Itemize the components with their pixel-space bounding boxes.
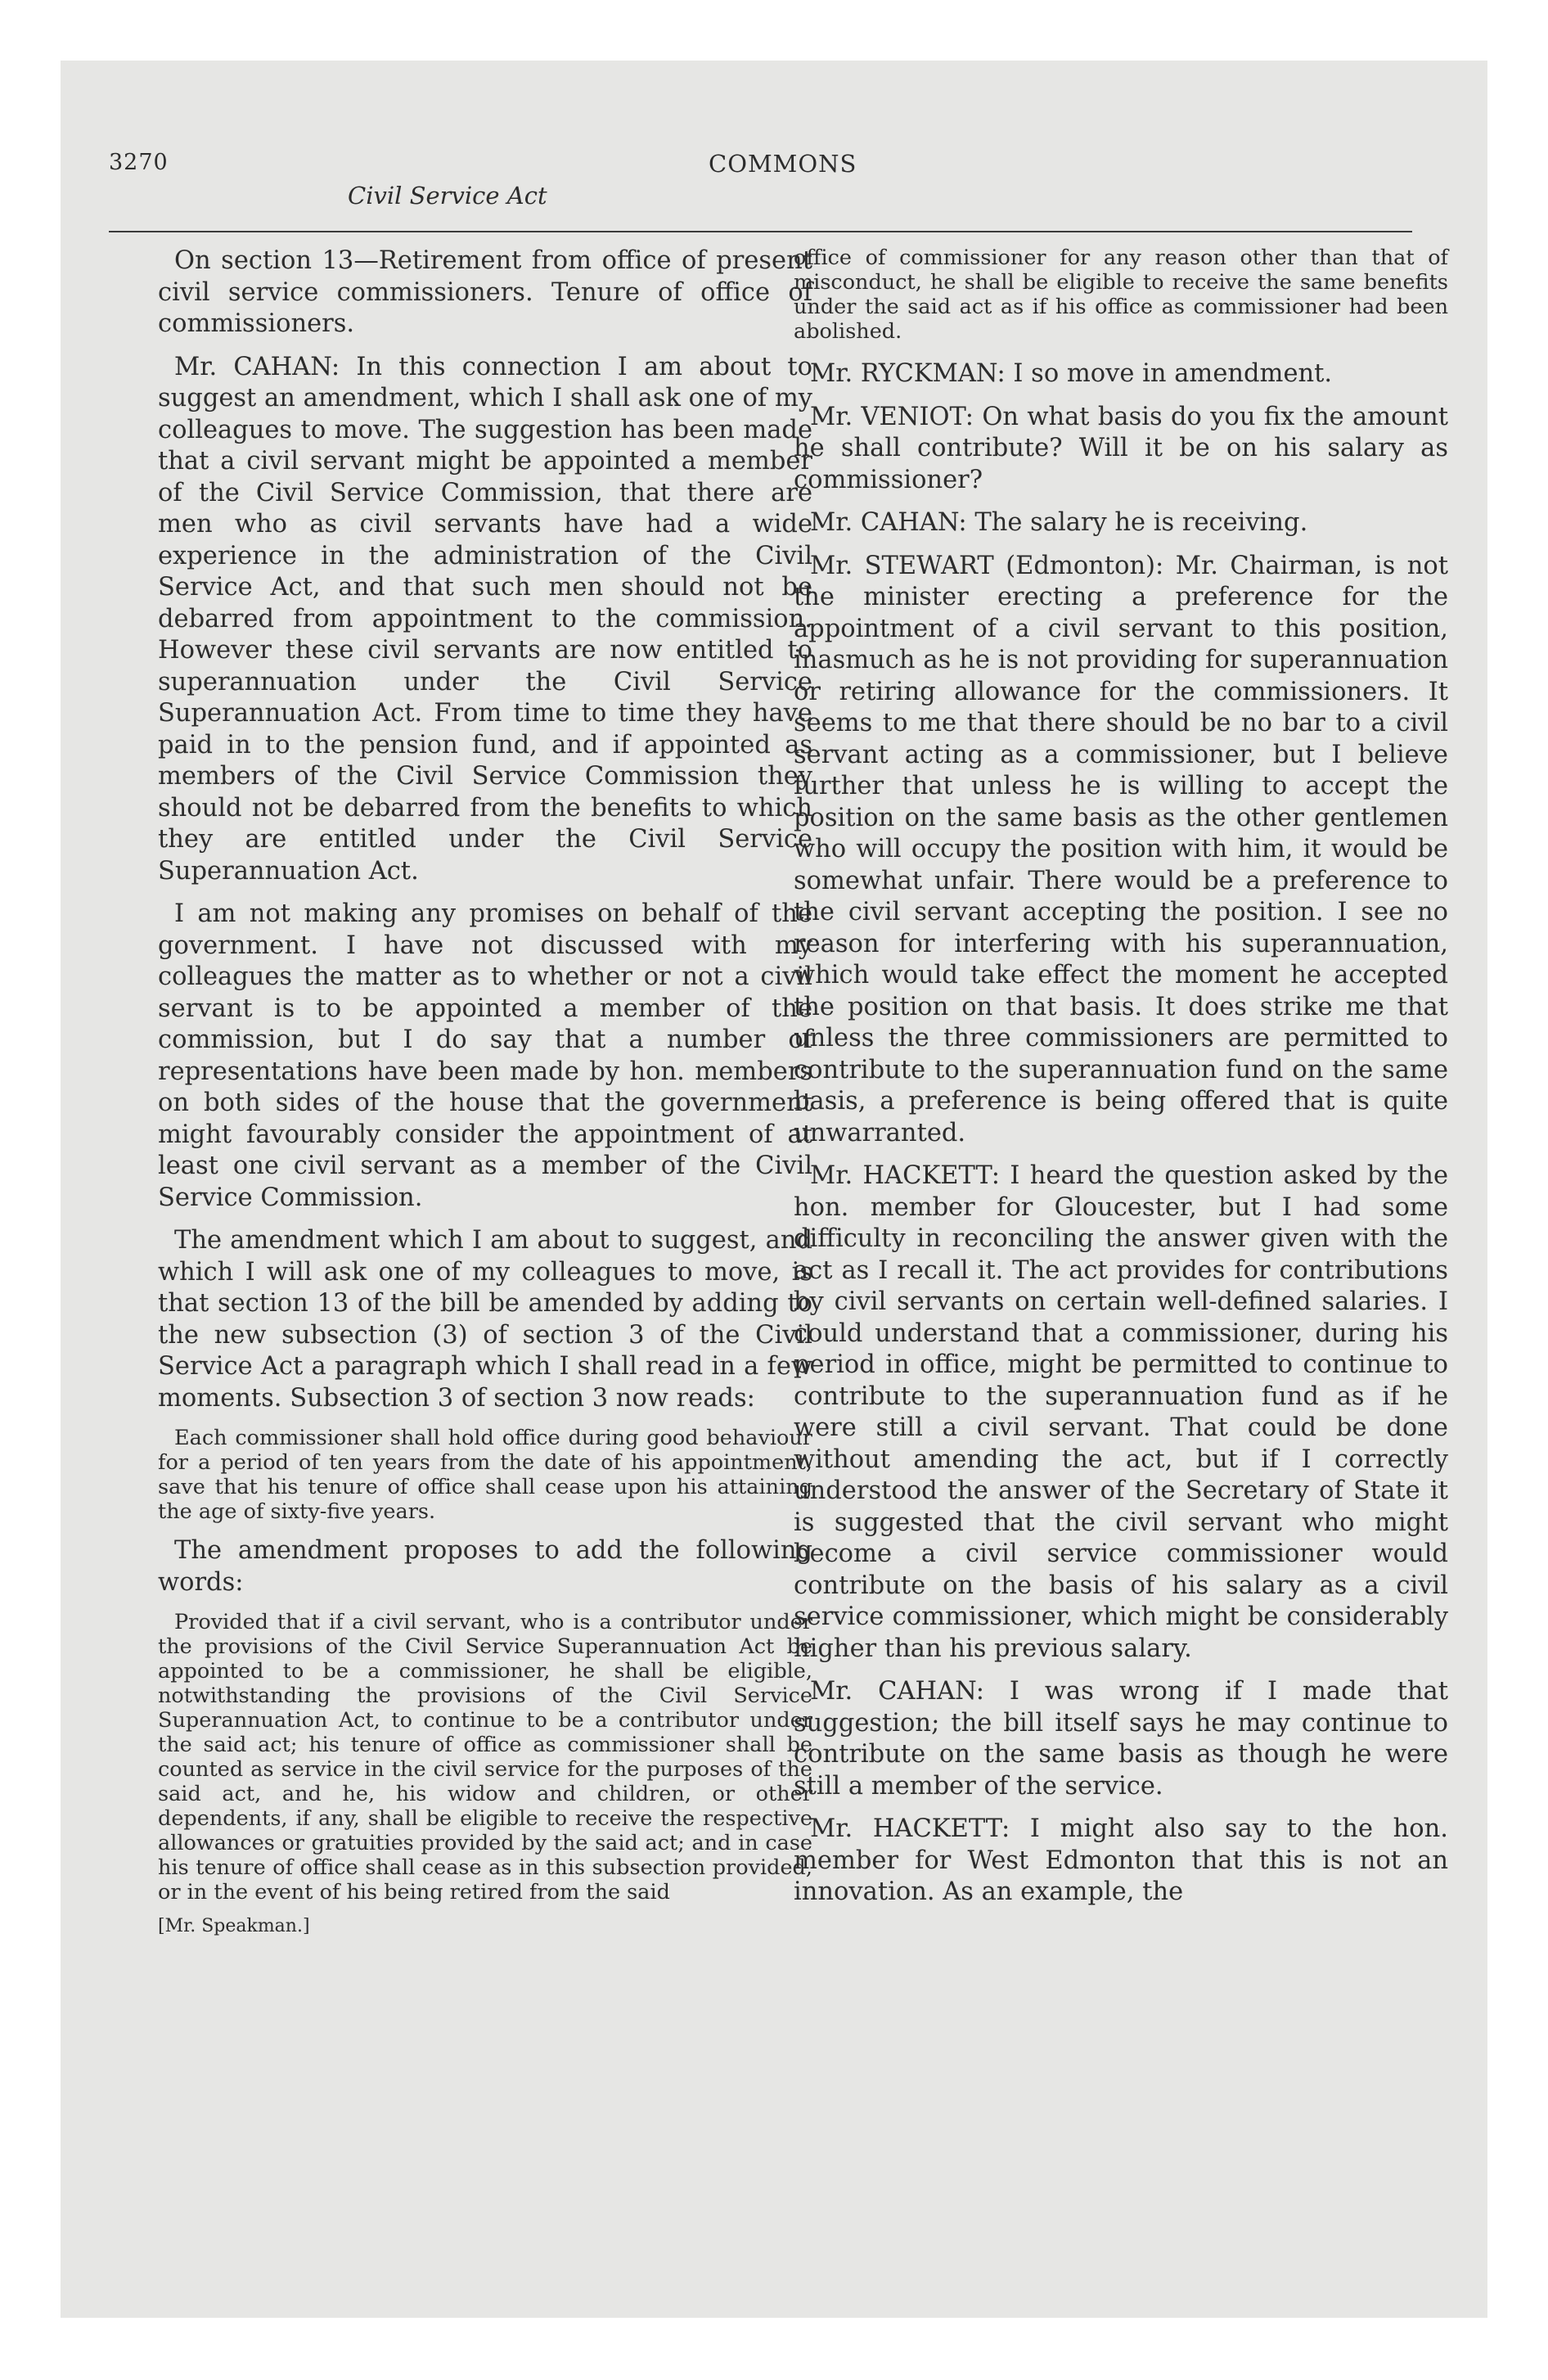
running-subtitle: Civil Service Act (348, 182, 547, 210)
paragraph: The amendment proposes to add the following words: (158, 1536, 812, 1597)
paragraph: Mr. STEWART (Edmonton): Mr. Chairman, is not the minister erecting a preference for the appointment of a civil servant to this position, inasmuch as he is not providing for superannuation or retiring allowance for the commissioners. It seems to me that there should be no bar to a civil servant acting as a commissioner, but I believe further that unless he is willing to accept the position on the same basis as the other gentlemen who will occupy the position with him, it would be somewhat unfair. There would be a preference to the civil servant accepting the position. I see no reason for interfering with his superannuation, which would take effect the moment he accepted the position on that basis. It does strike me that unless the three commissioners are permitted to contribute to the superannuation fund on the same basis, a preference is being offered that is quite unwarranted. (794, 551, 1448, 1147)
paragraph: Mr. CAHAN: The salary he is receiving. (810, 508, 1308, 537)
right-column (794, 246, 1448, 2243)
quoted-text: Provided that if a civil servant, who is a contributor under the provisions of the Civil Service Superannuation Act be appointed to be a commissioner, he shall be eligible, notwithstanding the provisions of the Civil Service Superannuation Act, to continue to be a contributor under the said act; his tenure of office as commissioner shall be counted as service in the civil service for the purposes of the said act, and he, his widow and children, or other dependents, if any, shall be eligible to receive the respective allowances or gratuities provided by the said act; and in case his tenure of office shall cease as in this subsection provided, or in the event of his being retired from the said (158, 1610, 812, 1904)
paragraph: Mr. VENIOT: On what basis do you fix the amount he shall contribute? Will it be on his salary as commissioner? (794, 402, 1448, 494)
paragraph: The amendment which I am about to suggest, and which I will ask one of my colleagues to move, is that section 13 of the bill be amended by adding to the new subsection (3) of section 3 of the Civil Service Act a paragraph which I shall read in a few moments. Subsection 3 of section 3 now reads: (158, 1226, 812, 1413)
running-head: COMMONS (709, 150, 857, 178)
page-number: 3270 (109, 150, 169, 175)
paragraph: Mr. CAHAN: In this connection I am about to suggest an amendment, which I shall ask one of my colleagues to move. The suggestion has been made that a civil servant might be appointed a member of the Civil Service Commission, that there are men who as civil servants have had a wide experience in the administration of the Civil Service Act, and that such men should not be debarred from appointment to the commission. However these civil servants are now entitled to superannuation under the Civil Service Superannuation Act. From time to time they have paid in to the pension fund, and if appointed as members of the Civil Service Commission they should not be debarred from the benefits to which they are entitled under the Civil Service Superannuation Act. (158, 352, 812, 886)
header-rule (109, 231, 1412, 232)
paragraph: I am not making any promises on behalf of the government. I have not discussed with my colleagues the matter as to whether or not a civil servant is to be appointed a member of the commission, but I do say that a number of representations have been made by hon. members on both sides of the house that the government might favourably consider the appointment of at least one civil servant as a member of the Civil Service Commission. (158, 899, 812, 1212)
paragraph: Mr. HACKETT: I heard the question asked by the hon. member for Gloucester, but I had some difficulty in reconciling the answer given with the act as I recall it. The act provides for contributions by civil servants on certain well-defined salaries. I could understand that a commissioner, during his period in office, might be permitted to continue to contribute to the superannuation fund as if he were still a civil servant. That could be done without amending the act, but if I correctly understood the answer of the Secretary of State it is suggested that the civil servant who might become a civil service commissioner would contribute on the basis of his salary as a civil service commissioner, which might be considerably higher than his previous salary. (794, 1161, 1448, 1663)
left-column (158, 246, 812, 2243)
quoted-text: Each commissioner shall hold office during good behaviour for a period of ten years from the date of his appointment, save that his tenure of office shall cease upon his attaining the age of sixty-five years. (158, 1426, 812, 1524)
paragraph: On section 13—Retirement from office of present civil service commissioners. Tenure of office of commissioners. (158, 246, 812, 338)
paragraph: Mr. HACKETT: I might also say to the hon. member for West Edmonton that this is not an innovation. As an example, the (794, 1814, 1448, 1906)
speaker-attribution: [Mr. Speakman.] (158, 1916, 310, 1936)
paragraph: Mr. CAHAN: I was wrong if I made that suggestion; the bill itself says he may continue to contribute on the same basis as though he were still a member of the service. (794, 1677, 1448, 1801)
paragraph: Mr. RYCKMAN: I so move in amendment. (810, 359, 1333, 388)
quoted-text-continued: office of commissioner for any reason other than that of misconduct, he shall be eligible to receive the same benefits under the said act as if his office as commissioner had been abolished. (794, 246, 1448, 344)
